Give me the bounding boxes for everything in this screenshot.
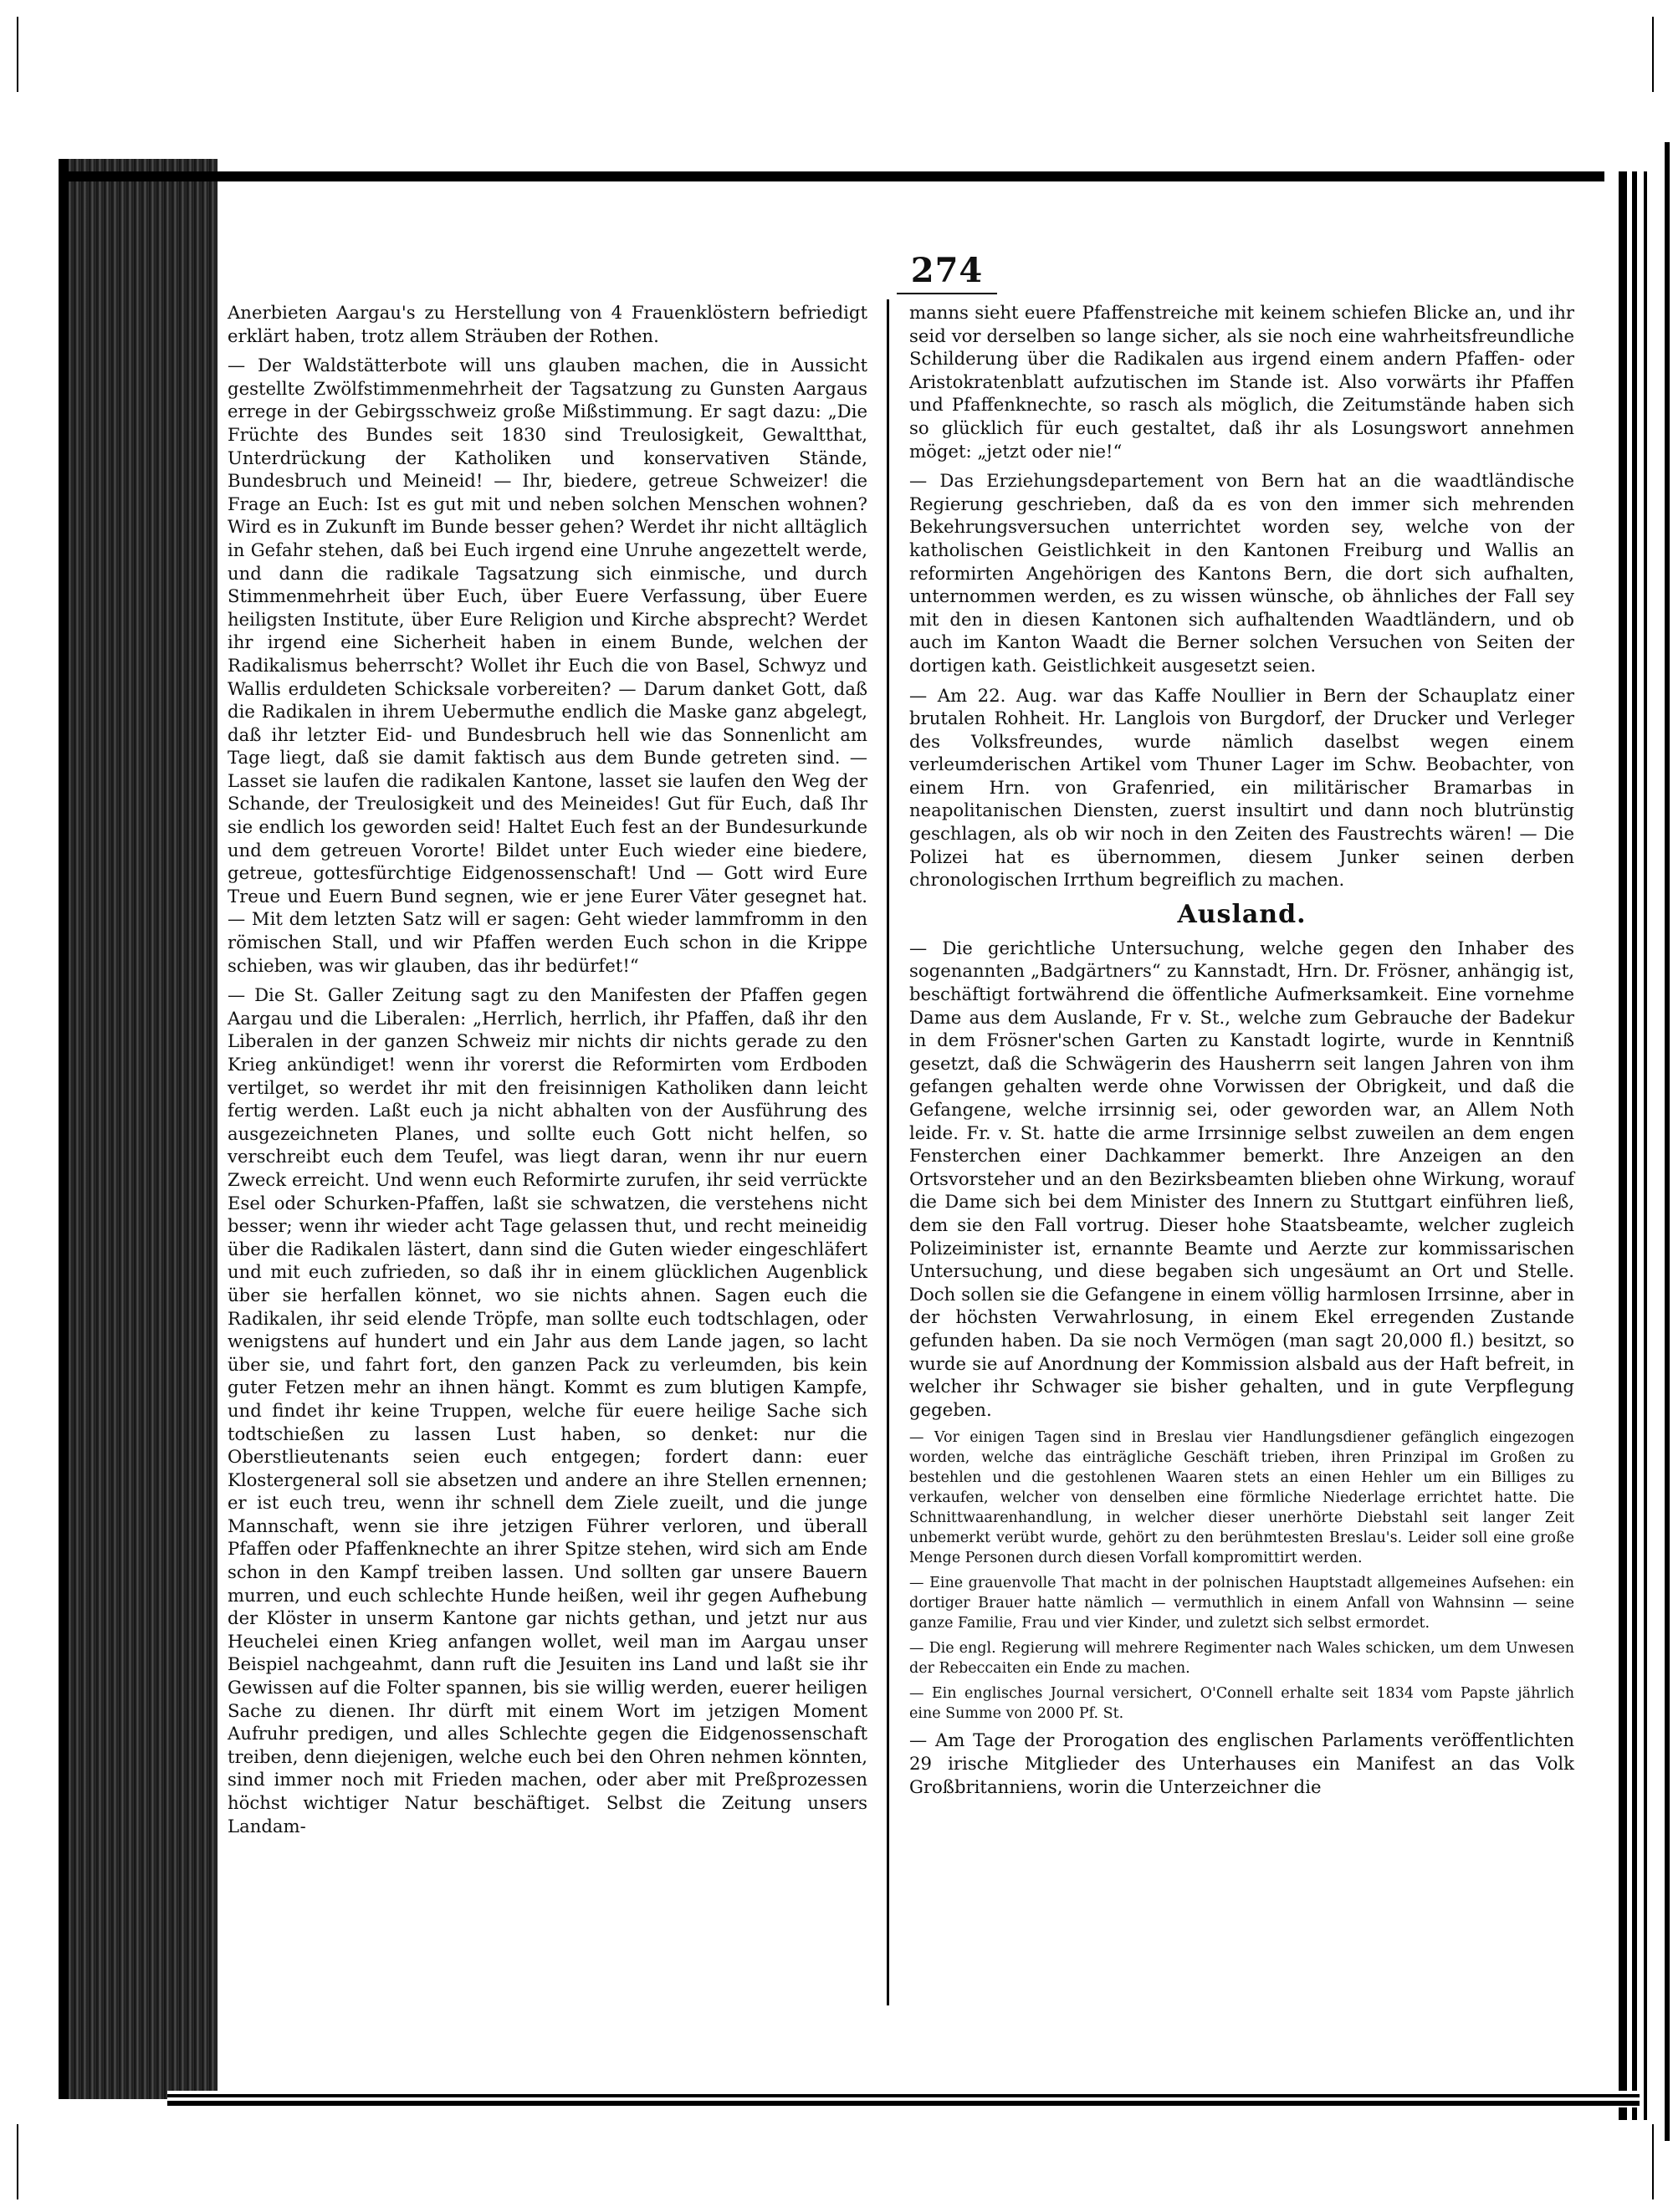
article-paragraph: manns sieht euere Pfaffenstreiche mit keinem schiefen Blicke an, und ihr seid vor derselben so lange sicher, als sie noch eine wahrheitsfreundliche Schilderung über die Radikalen aus irgend einem andern Pfaffen- oder Aristokratenblatt aufzutischen im Stande ist. Also vorwärts ihr Pfaffen und Pfaffenknechte, so rasch als möglich, die Zeitumstände haben sich so glücklich für euch gestaltet, daß ihr als Losungswort annehmen möget: „jetzt oder nie!“	[909, 302, 1574, 462]
right-scan-border	[1665, 142, 1670, 2141]
crop-mark	[1652, 2124, 1654, 2199]
page-number: 274	[910, 251, 984, 290]
article-paragraph: — Am Tage der Prorogation des englischen Parlaments veröffentlichten 29 irische Mitglieder des Unterhauses ein Manifest an das Volk Großbritanniens, worin die Unterzeichner die	[909, 1729, 1574, 1797]
article-paragraph: — Die St. Galler Zeitung sagt zu den Manifesten der Pfaffen gegen Aargau und die Liberalen: „Herrlich, herrlich, ihr Pfaffen, daß ihr den Liberalen in der ganzen Schweiz mir nichts dir nichts gerade zu den Krieg ankündiget! wenn ihr vorerst die Reformirten vom Erdboden vertilget, so werdet ihr mit den freisinnigen Katholiken dann leicht fertig werden. Laßt euch ja nicht abhalten von der Ausführung des ausgezeichneten Planes, und sollte euch Gott nicht helfen, so verschreibt euch dem Teufel, was liegt daran, wenn ihr nur euern Zweck erreicht. Und wenn euch Reformirte zurufen, ihr seid verrückte Esel oder Schurken-Pfaffen, laßt sie schwatzen, die verstehens nicht besser; wenn ihr wieder acht Tage gelassen thut, und recht meineidig über die Radikalen lästert, dann sind die Guten wieder eingeschläfert und mit euch zufrieden, so daß ihr in einem glücklichen Augenblick über sie herfallen könnet, wo sie nichts ahnen. Sagen euch die Radikalen, ihr seid elende Tröpfe, man sollte euch todtschlagen, oder wenigstens auf hundert und ein Jahr aus dem Lande jagen, so lacht über sie, und fahrt fort, den ganzen Pack zu verleumden, bis kein guter Fetzen mehr an ihnen hängt. Kommt es zum blutigen Kampfe, und findet ihr keine Truppen, welche für euere heilige Sache sich todtschießen zu lassen Lust haben, so denket: nur die Oberstlieutenants seien euch entgegen; fordert dann: euer Klostergeneral soll sie absetzen und andere an ihre Stellen ernennen; er ist euch treu, wenn ihr schnell dem Ziele zueilt, und die junge Mannschaft, wenn sie ihre jetzigen Führer verloren, und überall Pfaffen oder Pfaffenknechte an ihrer Spitze stehen, wird sich am Ende schon in den Kampf treiben lassen. Und sollten gar unsere Bauern murren, und euch schlechte Hunde heißen, weil ihr gegen Aufhebung der Klöster in unserm Kantone gar nichts gethan, und jetzt nur aus Heuchelei einen Krieg anfangen wollet, weil man im Aargau unser Beispiel nachgeahmt, dann ruft die Jesuiten ins Land und laßt sie ihr Gewissen auf die Folter spannen, bis sie willig werden, euerer heiligen Sache zu dienen. Ihr dürft mit einem Wort im jetzigen Moment Aufruhr predigen, und alles Schlechte gegen die Eidgenossenschaft treiben, denn diejenigen, welche euch bei den Ohren nehmen könnten, sind immer noch mit Frieden machen, oder aber mit Preßprozessen höchst wichtiger Natur beschäftiget. Selbst die Zeitung unsers Landam-	[228, 984, 867, 1837]
article-paragraph: — Das Erziehungsdepartement von Bern hat an die waadtländische Regierung geschrieben, daß da es von den immer sich mehrenden Bekehrungsversuchen unterrichtet worden sey, welche von der katholischen Geistlichkeit in den Kantonen Freiburg und Wallis an reformirten Angehörigen des Kantons Bern, die dort sich aufhalten, unternommen werden, es zu wissen wünsche, ob ähnliches der Fall sey mit den in diesen Kantonen sich aufhaltenden Waadtländern, und ob auch im Kanton Waadt die Berner solchen Versuchen von Seiten der dortigen kath. Geistlichkeit ausgesetzt seien.	[909, 470, 1574, 676]
newspaper-page	[219, 234, 1608, 2074]
news-item-small: — Eine grauenvolle That macht in der polnischen Hauptstadt allgemeines Aufsehen: ein dortiger Brauer hatte nämlich — vermuthlich in einem Anfall von Wahnsinn — seine ganze Familie, Frau und vier Kinder, und zuletzt sich selbst ermordet.	[909, 1575, 1574, 1632]
article-paragraph: Anerbieten Aargau's zu Herstellung von 4 Frauenklöstern befriedigt erklärt haben, trotz allem Sträuben der Rothen.	[228, 302, 867, 346]
crop-mark	[1652, 17, 1654, 92]
book-binding-shadow	[59, 159, 69, 2099]
book-binding-edge	[59, 159, 217, 2099]
right-page-edges	[1619, 171, 1652, 2120]
news-item-small: — Die engl. Regierung will mehrere Regimenter nach Wales schicken, um dem Unwesen der Rebeccaiten ein Ende zu machen.	[909, 1640, 1574, 1678]
bottom-page-edges	[167, 2091, 1640, 2107]
top-scan-border	[65, 171, 1604, 181]
news-item-small: — Ein englisches Journal versichert, O'Connell erhalte seit 1834 vom Papste jährlich eine Summe von 2000 Pf. St.	[909, 1685, 1574, 1723]
page-number-underline	[897, 293, 997, 294]
left-column	[228, 301, 867, 1844]
crop-mark	[17, 17, 18, 92]
right-column	[909, 301, 1574, 1805]
article-paragraph: — Am 22. Aug. war das Kaffe Noullier in Bern der Schauplatz einer brutalen Rohheit. Hr. Langlois von Burgdorf, der Drucker und Verleger des Volksfreundes, wurde nämlich daselbst wegen einem verleumderischen Artikel vom Thuner Lager im Schw. Beobachter, von einem Hrn. von Grafenried, ein militärischer Bramarbas in neapolitanischen Diensten, zuerst insultirt und dann noch blutrünstig geschlagen, als ob wir noch in den Zeiten des Faustrechts wären! — Die Polizei hat es übernommen, diesem Junker seinen derben chronologischen Irrthum begreiflich zu machen.	[909, 684, 1574, 891]
crop-mark	[17, 2124, 18, 2199]
article-paragraph: — Der Waldstätterbote will uns glauben machen, die in Aussicht gestellte Zwölfstimmenmehrheit der Tagsatzung zu Gunsten Aargaus errege in der Gebirgsschweiz große Mißstimmung. Er sagt dazu: „Die Früchte des Bundes seit 1830 sind Treulosigkeit, Gewaltthat, Unterdrückung der Katholiken und konservativen Stände, Bundesbruch und Meineid! — Ihr, biedere, getreue Schweizer! die Frage an Euch: Ist es gut mit und neben solchen Menschen wohnen? Wird es in Zukunft im Bunde besser gehen? Werdet ihr nicht alltäglich in Gefahr stehen, daß bei Euch irgend eine Unruhe angezettelt werde, und dann die radikale Tagsatzung sich einmische, und durch Stimmenmehrheit über Euch, über Euere Verfassung, über Euere heiligsten Institute, über Eure Religion und Kirche absprecht? Werdet ihr irgend eine Sicherheit haben in einem Bunde, welchen der Radikalismus beherrscht? Wollet ihr Euch die von Basel, Schwyz und Wallis erduldeten Schicksale vorbereiten? — Darum danket Gott, daß die Radikalen in ihrem Uebermuthe endlich die Maske ganz abgelegt, daß ihr letzter Eid- und Bundesbruch hell wie das Sonnenlicht am Tage liegt, daß sie damit faktisch aus dem Bunde getreten sind. — Lasset sie laufen die radikalen Kantone, lasset sie laufen den Weg der Schande, der Treulosigkeit und des Meineides! Gut für Euch, daß Ihr sie endlich los geworden seid! Haltet Euch fest an der Bundesurkunde und dem getreuen Vororte! Bildet unter Euch wieder eine biedere, getreue, gottesfürchtige Eidgenossenschaft! Und — Gott wird Eure Treue und Euern Bund segnen, wie er jene Eurer Väter gesegnet hat. — Mit dem letzten Satz will er sagen: Geht wieder lammfromm in den römischen Stall, und wir Pfaffen werden Euch schon in die Krippe schieben, was wir glauben, das ihr bedürfet!“	[228, 355, 867, 976]
article-paragraph: — Die gerichtliche Untersuchung, welche gegen den Inhaber des sogenannten „Badgärtners“ zu Kannstadt, Hrn. Dr. Frösner, anhängig ist, beschäftigt fortwährend die öffentliche Aufmerksamkeit. Eine vornehme Dame aus dem Auslande, Fr v. St., welche zum Gebrauche der Badekur in dem Frösner'schen Garten zu Kanstadt logirte, wurde in Kenntniß gesetzt, daß die Schwägerin des Hausherrn seit langen Jahren von ihm gefangen gehalten werde ohne Vorwissen der Obrigkeit, und daß die Gefangene, welche irrsinnig sei, oder geworden war, an Allem Noth leide. Fr. v. St. hatte die arme Irrsinnige selbst zuweilen an dem engen Fensterchen einer Dachkammer bemerkt. Ihre Anzeigen an den Ortsvorsteher und an den Bezirksbeamten blieben ohne Wirkung, worauf die Dame sich bei dem Minister des Innern zu Stuttgart einführen ließ, dem sie den Fall vortrug. Dieser hohe Staatsbeamte, welcher zugleich Polizeiminister ist, ernannte Beamte und Aerzte zur kommissarischen Untersuchung, und diese begaben sich ungesäumt an Ort und Stelle. Doch sollen sie die Gefangene in einem völlig harmlosen Irrsinne, aber in der höchsten Verwahrlosung, in einem Ekel erregenden Zustande gefunden haben. Da sie noch Vermögen (man sagt 20,000 fl.) besitzt, so wurde sie auf Anordnung der Kommission alsbald aus der Haft befreit, in welcher ihr Schwager sie bisher gehalten, und in gute Verpflegung gegeben.	[909, 937, 1574, 1420]
column-divider	[887, 299, 889, 2005]
section-heading-ausland: Ausland.	[1177, 899, 1307, 929]
news-item-small: — Vor einigen Tagen sind in Breslau vier Handlungsdiener gefänglich eingezogen worden, welche das einträgliche Geschäft trieben, ihren Prinzipal im Großen zu bestehlen und die gestohlenen Waaren stets an einen Hehler um ein Billiges zu verkaufen, welcher von denselben eine förmliche Niederlage errichtet hatte. Die Schnittwaarenhandlung, in welcher dieser unerhörte Diebstahl seit langer Zeit unbemerkt verübt wurde, gehört zu den berühmtesten Breslau's. Leider soll eine große Menge Personen durch diesen Vorfall kompromittirt werden.	[909, 1429, 1574, 1567]
